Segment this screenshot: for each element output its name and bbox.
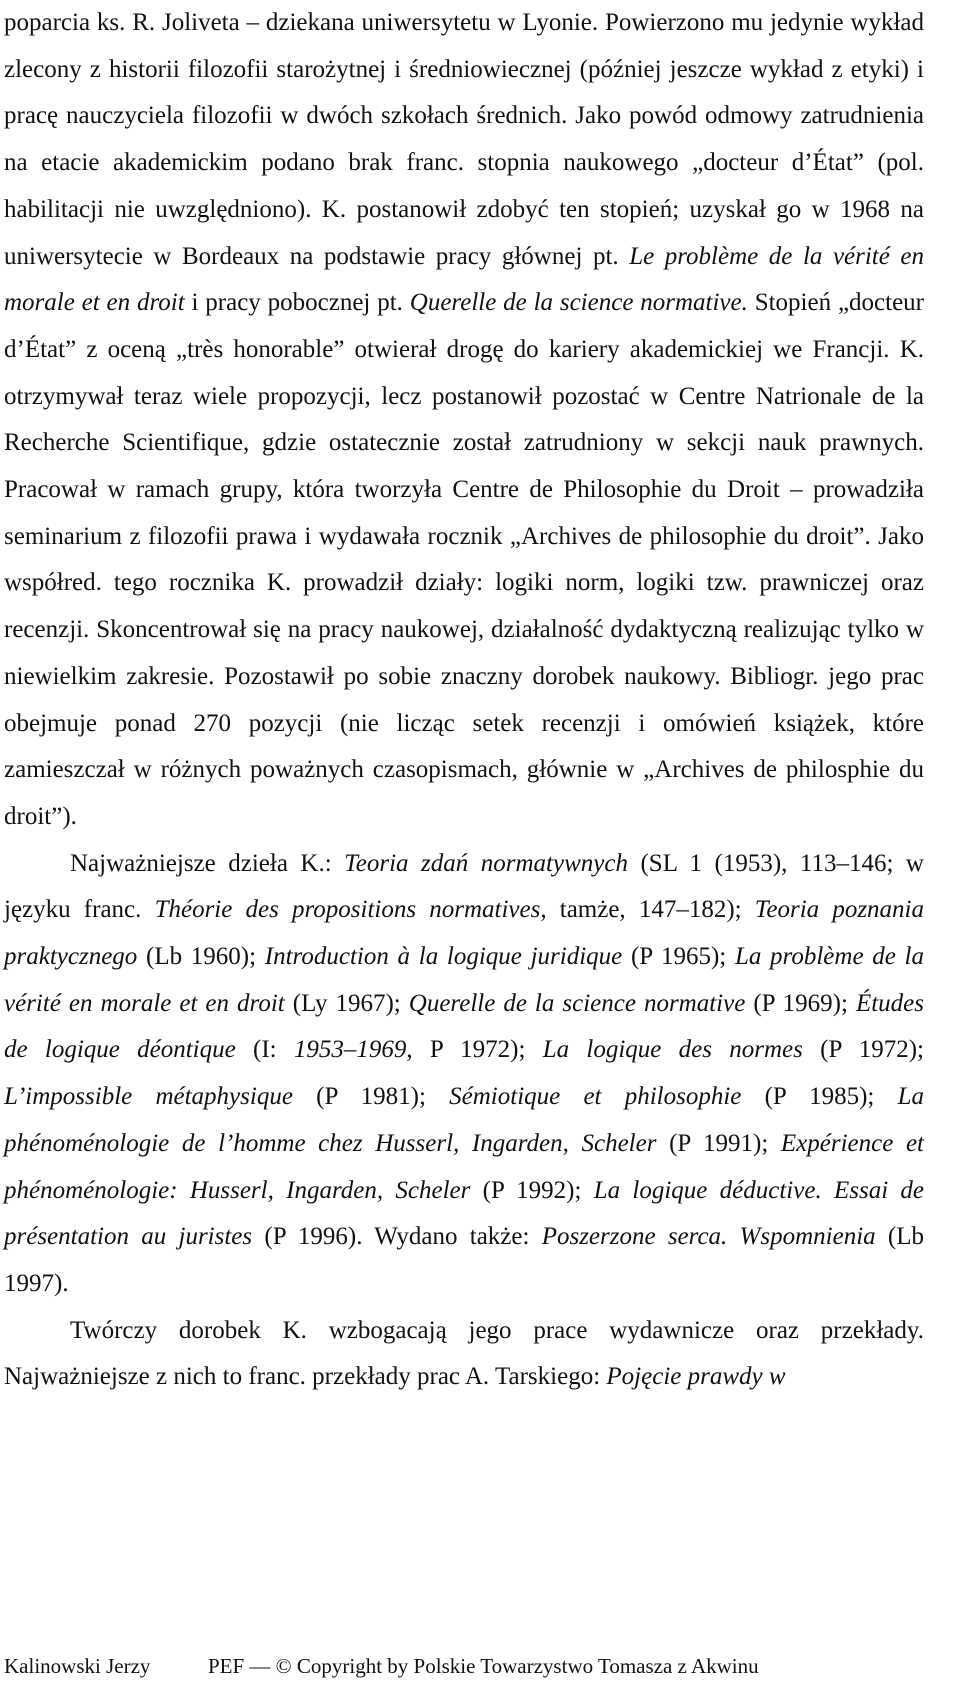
work-title: L’impossible métaphysique	[4, 1083, 293, 1111]
work-title: La logique déductive. Essai de présentation au juristes	[4, 1176, 924, 1251]
footer-author: Kalinowski Jerzy	[4, 1654, 151, 1678]
work-title: Expérience et phénoménologie: Husserl, Ingarden, Scheler	[4, 1129, 924, 1204]
work-title: Poszerzone serca. Wspomnienia	[541, 1223, 876, 1251]
work-title: La logique des normes	[542, 1036, 803, 1064]
work-title: Querelle de la science normative	[408, 989, 746, 1017]
paragraph-biography: poparcia ks. R. Joliveta – dziekana uniwersytetu w Lyonie. Powierzono mu jedynie wykład zlecony z historii filozofii starożytnej i średniowiecznej (później jeszcze wykład z etyki) i pracę nauczyciela filozofii w dwóch szkołach średnich. Jako powód odmowy zatrudnienia na etacie akademickim podano brak franc. stopnia naukowego „docteur d’État” (pol. habilitacji nie uwzględniono). K. postanowił zdobyć ten stopień; uzyskał go w 1968 na uniwersytecie w Bordeaux na podstawie pracy głównej pt. Le problème de la vérité en morale et en droit i pracy pobocznej pt. Querelle de la science normative. Stopień „docteur d’État” z oceną „très honorable” otwierał drogę do kariery akademickiej we Francji. K. otrzymywał teraz wiele propozycji, lecz postanowił pozostać w Centre Natrionale de la Recherche Scientifique, gdzie ostatecznie został zatrudniony w sekcji nauk prawnych. Pracował w ramach grupy, która tworzyła Centre de Philosophie du Droit – prowadziła seminarium z filozofii prawa i wydawała rocznik „Archives de philosophie du droit”. Jako współred. tego rocznika K. prowadził działy: logiki norm, logiki tzw. prawniczej oraz recenzji. Skoncentrował się na pracy naukowej, działalność dydaktyczną realizując tylko w niewielkim zakresie. Pozostawił po sobie znaczny dorobek naukowy. Bibliogr. jego prac obejmuje ponad 270 pozycji (nie licząc setek recenzji i omówień książek, które zamieszczał w różnych poważnych czasopismach, głównie w „Archives de philosphie du droit”).	[4, 9, 925, 830]
work-title: Introduction à la logique juridique	[264, 943, 623, 971]
work-title: Théorie des propositions normatives	[154, 896, 541, 924]
work-title: Querelle de la science normative.	[409, 289, 748, 317]
page-footer	[4, 1652, 924, 1680]
paragraph-works: Najważniejsze dzieła K.: Teoria zdań normatywnych (SL 1 (1953), 113–146; w języku franc. Théorie des propositions normatives, tamże, 147–182); Teoria poznania praktycznego (Lb 1960); Introduction à la logique juridique (P 1965); La problème de la vérité en morale et en droit (Ly 1967); Querelle de la science normative (P 1969); Études de logique déontique (I: 1953–1969, P 1972); La logique des normes (P 1972); L’impossible métaphysique (P 1981); Sémiotique et philosophie (P 1985); La phénoménologie de l’homme chez Husserl, Ingarden, Scheler (P 1991); Expérience et phénoménologie: Husserl, Ingarden, Scheler (P 1992); La logique déductive. Essai de présentation au juristes (P 1996). Wydano także: Poszerzone serca. Wspomnienia (Lb 1997).	[4, 849, 925, 1297]
work-title: Teoria zdań normatywnych	[344, 849, 628, 877]
paragraph-translations: Twórczy dorobek K. wzbogacają jego prace wydawnicze oraz przekłady. Najważniejsze z nich to franc. przekłady prac A. Tarskiego: Pojęcie prawdy w	[4, 1316, 924, 1391]
work-title: Le problème de la vérité en morale et en droit	[4, 242, 924, 317]
work-title: La problème de la vérité en morale et en droit	[4, 943, 924, 1017]
article-body	[4, 0, 924, 1401]
work-title: Études de logique déontique	[4, 989, 924, 1064]
work-title: Teoria poznania praktycznego	[4, 896, 924, 971]
work-title: 1953–1969	[293, 1036, 407, 1064]
work-title: La phénoménologie de l’homme chez Husserl, Ingarden, Scheler	[4, 1083, 924, 1157]
footer-copyright: PEF — © Copyright by Polskie Towarzystwo Tomasza z Akwinu	[208, 1654, 759, 1678]
work-title: Pojęcie prawdy w	[606, 1363, 786, 1391]
work-title: Sémiotique et philosophie	[449, 1083, 742, 1111]
